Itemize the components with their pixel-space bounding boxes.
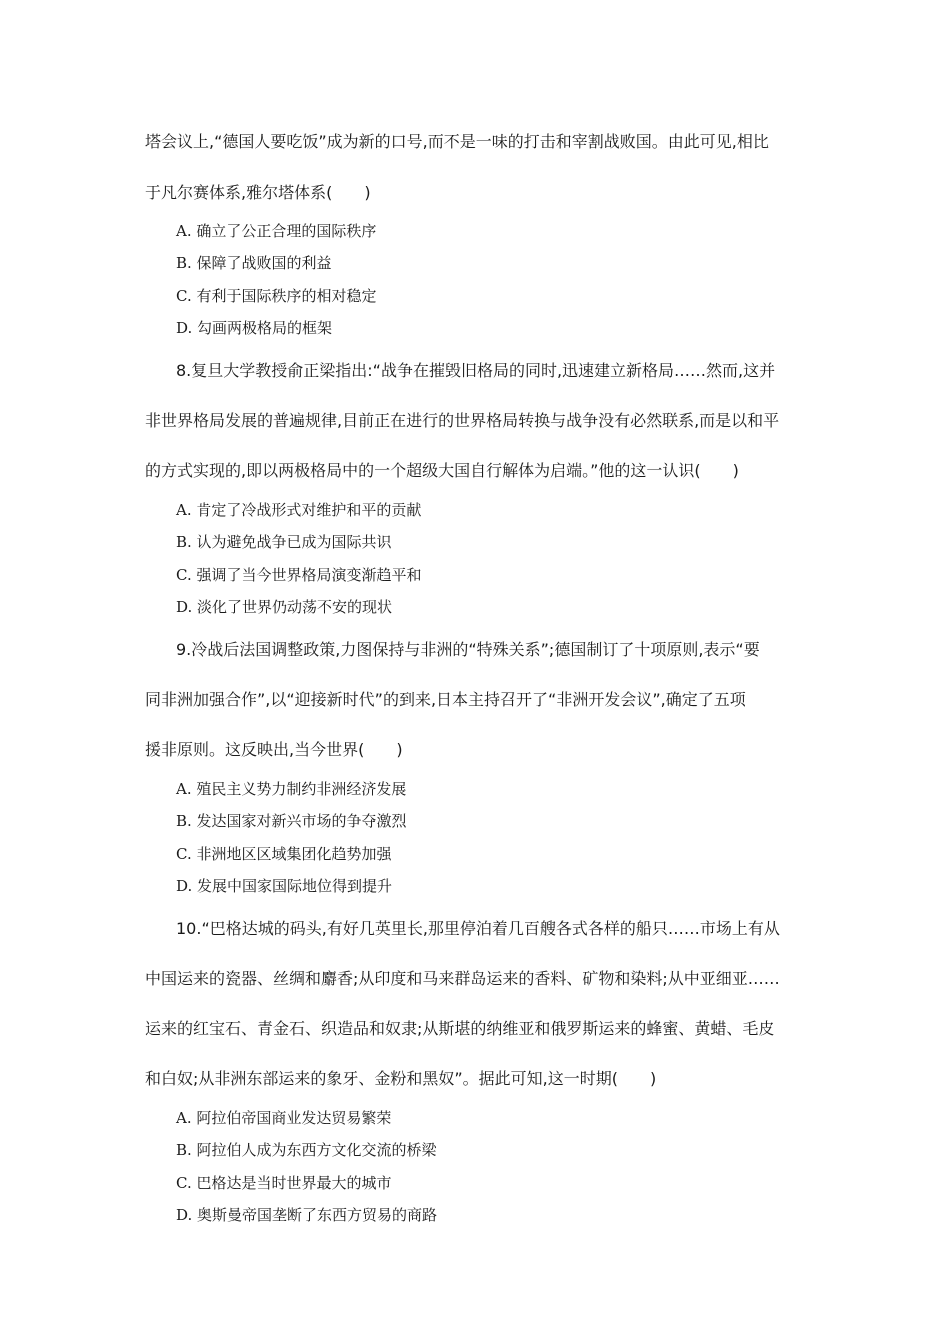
q8-stem-line-2: 非世界格局发展的普遍规律,目前正在进行的世界格局转换与战争没有必然联系,而是以和平: [145, 411, 780, 430]
q8-option-b: B. 认为避免战争已成为国际共识: [176, 533, 392, 551]
q7-stem-line-1: 塔会议上,“德国人要吃饭”成为新的口号,而不是一味的打击和宰割战败国。由此可见,相比: [145, 132, 769, 151]
q9-option-d: D. 发展中国家国际地位得到提升: [176, 877, 393, 895]
q10-option-a: A. 阿拉伯帝国商业发达贸易繁荣: [176, 1109, 392, 1127]
q8-option-c: C. 强调了当今世界格局演变渐趋平和: [176, 566, 422, 584]
q7-option-c: C. 有利于国际秩序的相对稳定: [176, 287, 377, 305]
q10-stem-line-2: 中国运来的瓷器、丝绸和麝香;从印度和马来群岛运来的香料、矿物和染料;从中亚细亚……: [145, 969, 780, 988]
q8-stem-line-1: 8.复旦大学教授俞正梁指出:“战争在摧毁旧格局的同时,迅速建立新格局……然而,这并: [176, 361, 776, 380]
q9-stem-line-1: 9.冷战后法国调整政策,力图保持与非洲的“特殊关系”;德国制订了十项原则,表示“要: [176, 640, 760, 659]
q7-option-a: A. 确立了公正合理的国际秩序: [176, 222, 377, 240]
q10-option-c: C. 巴格达是当时世界最大的城市: [176, 1174, 392, 1192]
q8-stem-line-3: 的方式实现的,即以两极格局中的一个超级大国自行解体为启端。”他的这一认识( ): [145, 461, 739, 480]
q10-stem-line-4: 和白奴;从非洲东部运来的象牙、金粉和黑奴”。据此可知,这一时期( ): [145, 1069, 657, 1088]
q9-stem-line-3: 援非原则。这反映出,当今世界( ): [145, 740, 403, 759]
q7-stem-line-2: 于凡尔赛体系,雅尔塔体系( ): [145, 183, 371, 202]
q10-option-d: D. 奥斯曼帝国垄断了东西方贸易的商路: [176, 1206, 438, 1224]
q10-stem-line-1: 10.“巴格达城的码头,有好几英里长,那里停泊着几百艘各式各样的船只……市场上有从: [176, 919, 780, 938]
q9-stem-line-2: 同非洲加强合作”,以“迎接新时代”的到来,日本主持召开了“非洲开发会议”,确定了五项: [145, 690, 746, 709]
q8-option-a: A. 肯定了冷战形式对维护和平的贡献: [176, 501, 422, 519]
q7-option-b: B. 保障了战败国的利益: [176, 254, 332, 272]
q10-stem-line-3: 运来的红宝石、青金石、织造品和奴隶;从斯堪的纳维亚和俄罗斯运来的蜂蜜、黄蜡、毛皮: [145, 1019, 775, 1038]
q10-option-b: B. 阿拉伯人成为东西方文化交流的桥梁: [176, 1141, 437, 1159]
q9-option-a: A. 殖民主义势力制约非洲经济发展: [176, 780, 407, 798]
q9-option-c: C. 非洲地区区域集团化趋势加强: [176, 845, 392, 863]
q9-option-b: B. 发达国家对新兴市场的争夺激烈: [176, 812, 407, 830]
q8-option-d: D. 淡化了世界仍动荡不安的现状: [176, 598, 393, 616]
q7-option-d: D. 勾画两极格局的框架: [176, 319, 333, 337]
